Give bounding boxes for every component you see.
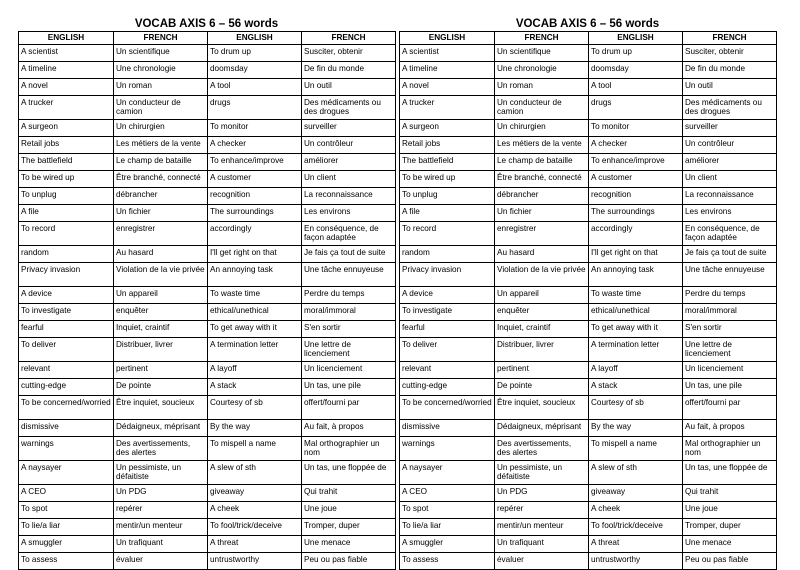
french-cell: Les environs: [683, 205, 777, 222]
french-cell: évaluer: [495, 553, 589, 570]
french-cell: Peu ou pas fiable: [302, 553, 396, 570]
english-cell: ethical/unethical: [208, 304, 302, 321]
french-cell: Tromper, duper: [683, 519, 777, 536]
english-cell: A smuggler: [400, 536, 495, 553]
english-cell: A slew of sth: [589, 461, 683, 485]
french-cell: Inquiet, craintif: [114, 321, 208, 338]
column-header: ENGLISH: [400, 32, 495, 45]
french-cell: repérer: [495, 502, 589, 519]
english-cell: relevant: [400, 362, 495, 379]
french-cell: La reconnaissance: [302, 188, 396, 205]
english-cell: To drum up: [208, 45, 302, 62]
table-row: [19, 321, 396, 338]
table-row: [19, 437, 396, 461]
english-cell: untrustworthy: [208, 553, 302, 570]
english-cell: A checker: [208, 137, 302, 154]
french-cell: Un conducteur de camion: [114, 96, 208, 120]
column-header: FRENCH: [495, 32, 589, 45]
english-cell: By the way: [589, 420, 683, 437]
english-cell: cutting-edge: [19, 379, 114, 396]
english-cell: doomsday: [208, 62, 302, 79]
table-row: [400, 154, 777, 171]
french-cell: débrancher: [114, 188, 208, 205]
english-cell: warnings: [400, 437, 495, 461]
french-cell: De fin du monde: [302, 62, 396, 79]
table-row: [400, 96, 777, 120]
english-cell: cutting-edge: [400, 379, 495, 396]
french-cell: évaluer: [114, 553, 208, 570]
table-row: [400, 79, 777, 96]
english-cell: To unplug: [19, 188, 114, 205]
french-cell: Je fais ça tout de suite: [302, 246, 396, 263]
table-row: [19, 137, 396, 154]
english-cell: To get away with it: [589, 321, 683, 338]
french-cell: Un trafiquant: [114, 536, 208, 553]
french-cell: Être inquiet, soucieux: [114, 396, 208, 420]
french-cell: Une chronologie: [114, 62, 208, 79]
table-row: [19, 362, 396, 379]
french-cell: offert/fourni par: [302, 396, 396, 420]
vocab-sheet-right: [399, 17, 776, 570]
table-row: [19, 461, 396, 485]
english-cell: random: [400, 246, 495, 263]
english-cell: To monitor: [589, 120, 683, 137]
french-cell: Un outil: [302, 79, 396, 96]
french-cell: Un trafiquant: [495, 536, 589, 553]
french-cell: Je fais ça tout de suite: [683, 246, 777, 263]
french-cell: Violation de la vie privée: [114, 263, 208, 287]
french-cell: enquêter: [114, 304, 208, 321]
english-cell: To record: [19, 222, 114, 246]
table-row: [19, 263, 396, 287]
english-cell: The battlefield: [19, 154, 114, 171]
table-row: [400, 120, 777, 137]
english-cell: A cheek: [208, 502, 302, 519]
english-cell: To waste time: [208, 287, 302, 304]
french-cell: moral/immoral: [683, 304, 777, 321]
french-cell: Perdre du temps: [302, 287, 396, 304]
english-cell: To enhance/improve: [589, 154, 683, 171]
french-cell: Peu ou pas fiable: [683, 553, 777, 570]
english-cell: A surgeon: [19, 120, 114, 137]
english-cell: recognition: [208, 188, 302, 205]
sheet-title: VOCAB AXIS 6 – 56 words: [134, 18, 279, 30]
french-cell: enregistrer: [114, 222, 208, 246]
english-cell: A stack: [208, 379, 302, 396]
french-cell: Une chronologie: [495, 62, 589, 79]
table-row: [400, 263, 777, 287]
french-cell: pertinent: [114, 362, 208, 379]
english-cell: Privacy invasion: [400, 263, 495, 287]
french-cell: Le champ de bataille: [495, 154, 589, 171]
english-cell: A device: [400, 287, 495, 304]
french-cell: Un contrôleur: [683, 137, 777, 154]
column-header: FRENCH: [683, 32, 777, 45]
english-cell: To mispell a name: [208, 437, 302, 461]
english-cell: To be concerned/worried: [19, 396, 114, 420]
french-cell: Une joue: [683, 502, 777, 519]
french-cell: repérer: [114, 502, 208, 519]
french-cell: De pointe: [495, 379, 589, 396]
english-cell: A CEO: [19, 485, 114, 502]
english-cell: To be wired up: [19, 171, 114, 188]
english-cell: A termination letter: [589, 338, 683, 362]
table-row: [400, 188, 777, 205]
french-cell: Une menace: [683, 536, 777, 553]
english-cell: To assess: [19, 553, 114, 570]
english-cell: recognition: [589, 188, 683, 205]
table-row: [19, 536, 396, 553]
column-header: ENGLISH: [208, 32, 302, 45]
table-row: [19, 420, 396, 437]
french-cell: offert/fourni par: [683, 396, 777, 420]
french-cell: Une tâche ennuyeuse: [302, 263, 396, 287]
english-cell: A tool: [208, 79, 302, 96]
french-cell: Une menace: [302, 536, 396, 553]
english-cell: An annoying task: [589, 263, 683, 287]
french-cell: Distribuer, livrer: [114, 338, 208, 362]
english-cell: A scientist: [400, 45, 495, 62]
english-cell: To monitor: [208, 120, 302, 137]
table-row: [19, 96, 396, 120]
english-cell: To get away with it: [208, 321, 302, 338]
table-row: [19, 485, 396, 502]
english-cell: A stack: [589, 379, 683, 396]
english-cell: A threat: [589, 536, 683, 553]
table-row: [400, 338, 777, 362]
french-cell: La reconnaissance: [683, 188, 777, 205]
french-cell: Des avertissements, des alertes: [114, 437, 208, 461]
table-row: [400, 171, 777, 188]
table-row: [400, 205, 777, 222]
french-cell: Un roman: [495, 79, 589, 96]
french-cell: De fin du monde: [683, 62, 777, 79]
english-cell: A scientist: [19, 45, 114, 62]
english-cell: dismissive: [19, 420, 114, 437]
french-cell: Un tas, une floppée de: [683, 461, 777, 485]
french-cell: Dédaigneux, méprisant: [495, 420, 589, 437]
english-cell: random: [19, 246, 114, 263]
english-cell: I'll get right on that: [589, 246, 683, 263]
english-cell: accordingly: [208, 222, 302, 246]
english-cell: To spot: [400, 502, 495, 519]
french-cell: Le champ de bataille: [114, 154, 208, 171]
english-cell: A layoff: [589, 362, 683, 379]
english-cell: dismissive: [400, 420, 495, 437]
english-cell: doomsday: [589, 62, 683, 79]
english-cell: A timeline: [400, 62, 495, 79]
vocab-table: [18, 31, 396, 570]
french-cell: S'en sortir: [302, 321, 396, 338]
french-cell: améliorer: [302, 154, 396, 171]
french-cell: Des médicaments ou des drogues: [302, 96, 396, 120]
english-cell: I'll get right on that: [208, 246, 302, 263]
french-cell: Perdre du temps: [683, 287, 777, 304]
table-row: [400, 222, 777, 246]
english-cell: A threat: [208, 536, 302, 553]
english-cell: A trucker: [19, 96, 114, 120]
table-row: [400, 502, 777, 519]
english-cell: A file: [19, 205, 114, 222]
table-row: [400, 62, 777, 79]
french-cell: Un client: [302, 171, 396, 188]
table-row: [19, 222, 396, 246]
table-row: [19, 45, 396, 62]
table-row: [19, 188, 396, 205]
table-row: [19, 246, 396, 263]
english-cell: A novel: [19, 79, 114, 96]
header-row: [19, 32, 396, 45]
english-cell: To investigate: [19, 304, 114, 321]
english-cell: fearful: [400, 321, 495, 338]
french-cell: Les métiers de la vente: [495, 137, 589, 154]
french-cell: En conséquence, de façon adaptée: [302, 222, 396, 246]
english-cell: By the way: [208, 420, 302, 437]
header-row: [400, 32, 777, 45]
english-cell: A termination letter: [208, 338, 302, 362]
french-cell: Dédaigneux, méprisant: [114, 420, 208, 437]
table-row: [19, 338, 396, 362]
french-cell: En conséquence, de façon adaptée: [683, 222, 777, 246]
french-cell: mentir/un menteur: [114, 519, 208, 536]
french-cell: Un tas, une floppée de: [302, 461, 396, 485]
column-header: ENGLISH: [589, 32, 683, 45]
english-cell: A CEO: [400, 485, 495, 502]
column-header: FRENCH: [302, 32, 396, 45]
french-cell: surveiller: [683, 120, 777, 137]
english-cell: Retail jobs: [400, 137, 495, 154]
table-row: [19, 304, 396, 321]
table-row: [19, 553, 396, 570]
english-cell: A novel: [400, 79, 495, 96]
french-cell: surveiller: [302, 120, 396, 137]
table-row: [400, 536, 777, 553]
english-cell: To assess: [400, 553, 495, 570]
french-cell: Un pessimiste, un défaitiste: [114, 461, 208, 485]
column-header: ENGLISH: [19, 32, 114, 45]
english-cell: To lie/a liar: [19, 519, 114, 536]
french-cell: Au fait, à propos: [302, 420, 396, 437]
french-cell: Un contrôleur: [302, 137, 396, 154]
french-cell: mentir/un menteur: [495, 519, 589, 536]
english-cell: To deliver: [19, 338, 114, 362]
french-cell: enregistrer: [495, 222, 589, 246]
table-row: [19, 502, 396, 519]
table-row: [400, 553, 777, 570]
french-cell: Un PDG: [114, 485, 208, 502]
french-cell: Au hasard: [495, 246, 589, 263]
english-cell: fearful: [19, 321, 114, 338]
french-cell: Susciter, obtenir: [683, 45, 777, 62]
english-cell: A surgeon: [400, 120, 495, 137]
table-row: [19, 171, 396, 188]
french-cell: débrancher: [495, 188, 589, 205]
table-row: [19, 205, 396, 222]
french-cell: Un pessimiste, un défaitiste: [495, 461, 589, 485]
french-cell: moral/immoral: [302, 304, 396, 321]
english-cell: ethical/unethical: [589, 304, 683, 321]
english-cell: To drum up: [589, 45, 683, 62]
french-cell: pertinent: [495, 362, 589, 379]
french-cell: Un scientifique: [114, 45, 208, 62]
english-cell: To fool/trick/deceive: [208, 519, 302, 536]
english-cell: A slew of sth: [208, 461, 302, 485]
english-cell: A naysayer: [19, 461, 114, 485]
english-cell: Privacy invasion: [19, 263, 114, 287]
table-row: [19, 120, 396, 137]
english-cell: A tool: [589, 79, 683, 96]
french-cell: Susciter, obtenir: [302, 45, 396, 62]
french-cell: Un scientifique: [495, 45, 589, 62]
french-cell: Un fichier: [114, 205, 208, 222]
french-cell: Un PDG: [495, 485, 589, 502]
french-cell: Un chirurgien: [114, 120, 208, 137]
french-cell: Un fichier: [495, 205, 589, 222]
english-cell: To lie/a liar: [400, 519, 495, 536]
french-cell: Les environs: [302, 205, 396, 222]
table-row: [19, 62, 396, 79]
english-cell: A device: [19, 287, 114, 304]
english-cell: The surroundings: [589, 205, 683, 222]
english-cell: To be wired up: [400, 171, 495, 188]
english-cell: drugs: [208, 96, 302, 120]
french-cell: S'en sortir: [683, 321, 777, 338]
french-cell: Un client: [683, 171, 777, 188]
english-cell: giveaway: [208, 485, 302, 502]
table-row: [19, 79, 396, 96]
table-row: [400, 246, 777, 263]
french-cell: Un appareil: [495, 287, 589, 304]
french-cell: Un tas, une pile: [683, 379, 777, 396]
french-cell: enquêter: [495, 304, 589, 321]
english-cell: To deliver: [400, 338, 495, 362]
english-cell: A naysayer: [400, 461, 495, 485]
french-cell: Des médicaments ou des drogues: [683, 96, 777, 120]
english-cell: To enhance/improve: [208, 154, 302, 171]
french-cell: améliorer: [683, 154, 777, 171]
french-cell: Un licenciement: [683, 362, 777, 379]
english-cell: To unplug: [400, 188, 495, 205]
french-cell: Un roman: [114, 79, 208, 96]
english-cell: To record: [400, 222, 495, 246]
french-cell: Être branché, connecté: [114, 171, 208, 188]
french-cell: Être branché, connecté: [495, 171, 589, 188]
english-cell: untrustworthy: [589, 553, 683, 570]
english-cell: relevant: [19, 362, 114, 379]
table-row: [400, 461, 777, 485]
table-row: [19, 287, 396, 304]
english-cell: A customer: [589, 171, 683, 188]
french-cell: Qui trahit: [302, 485, 396, 502]
french-cell: Des avertissements, des alertes: [495, 437, 589, 461]
english-cell: A trucker: [400, 96, 495, 120]
english-cell: To investigate: [400, 304, 495, 321]
french-cell: Un appareil: [114, 287, 208, 304]
table-row: [400, 45, 777, 62]
french-cell: Une joue: [302, 502, 396, 519]
table-row: [400, 519, 777, 536]
english-cell: Courtesy of sb: [208, 396, 302, 420]
english-cell: Retail jobs: [19, 137, 114, 154]
table-row: [400, 362, 777, 379]
french-cell: Une lettre de licenciement: [683, 338, 777, 362]
french-cell: Au fait, à propos: [683, 420, 777, 437]
english-cell: A file: [400, 205, 495, 222]
french-cell: De pointe: [114, 379, 208, 396]
french-cell: Les métiers de la vente: [114, 137, 208, 154]
french-cell: Un chirurgien: [495, 120, 589, 137]
french-cell: Un outil: [683, 79, 777, 96]
table-row: [400, 287, 777, 304]
english-cell: warnings: [19, 437, 114, 461]
french-cell: Un conducteur de camion: [495, 96, 589, 120]
vocab-table: [399, 31, 777, 570]
english-cell: The surroundings: [208, 205, 302, 222]
english-cell: A smuggler: [19, 536, 114, 553]
table-row: [19, 519, 396, 536]
french-cell: Un licenciement: [302, 362, 396, 379]
english-cell: The battlefield: [400, 154, 495, 171]
table-row: [400, 137, 777, 154]
table-row: [400, 321, 777, 338]
table-row: [400, 304, 777, 321]
english-cell: accordingly: [589, 222, 683, 246]
english-cell: To spot: [19, 502, 114, 519]
english-cell: A checker: [589, 137, 683, 154]
table-row: [400, 396, 777, 420]
french-cell: Mal orthographier un nom: [302, 437, 396, 461]
column-header: FRENCH: [114, 32, 208, 45]
english-cell: To mispell a name: [589, 437, 683, 461]
table-row: [19, 379, 396, 396]
english-cell: Courtesy of sb: [589, 396, 683, 420]
french-cell: Une tâche ennuyeuse: [683, 263, 777, 287]
english-cell: drugs: [589, 96, 683, 120]
french-cell: Inquiet, craintif: [495, 321, 589, 338]
french-cell: Au hasard: [114, 246, 208, 263]
english-cell: To fool/trick/deceive: [589, 519, 683, 536]
english-cell: A layoff: [208, 362, 302, 379]
french-cell: Mal orthographier un nom: [683, 437, 777, 461]
english-cell: A timeline: [19, 62, 114, 79]
table-row: [400, 379, 777, 396]
french-cell: Un tas, une pile: [302, 379, 396, 396]
english-cell: A customer: [208, 171, 302, 188]
french-cell: Qui trahit: [683, 485, 777, 502]
french-cell: Être inquiet, soucieux: [495, 396, 589, 420]
table-row: [19, 154, 396, 171]
table-row: [400, 485, 777, 502]
table-row: [19, 396, 396, 420]
table-row: [400, 420, 777, 437]
vocab-sheet-left: [18, 17, 395, 570]
french-cell: Violation de la vie privée: [495, 263, 589, 287]
english-cell: To waste time: [589, 287, 683, 304]
english-cell: An annoying task: [208, 263, 302, 287]
english-cell: To be concerned/worried: [400, 396, 495, 420]
french-cell: Distribuer, livrer: [495, 338, 589, 362]
english-cell: A cheek: [589, 502, 683, 519]
sheet-title: VOCAB AXIS 6 – 56 words: [515, 18, 660, 30]
french-cell: Tromper, duper: [302, 519, 396, 536]
table-row: [400, 437, 777, 461]
english-cell: giveaway: [589, 485, 683, 502]
french-cell: Une lettre de licenciement: [302, 338, 396, 362]
